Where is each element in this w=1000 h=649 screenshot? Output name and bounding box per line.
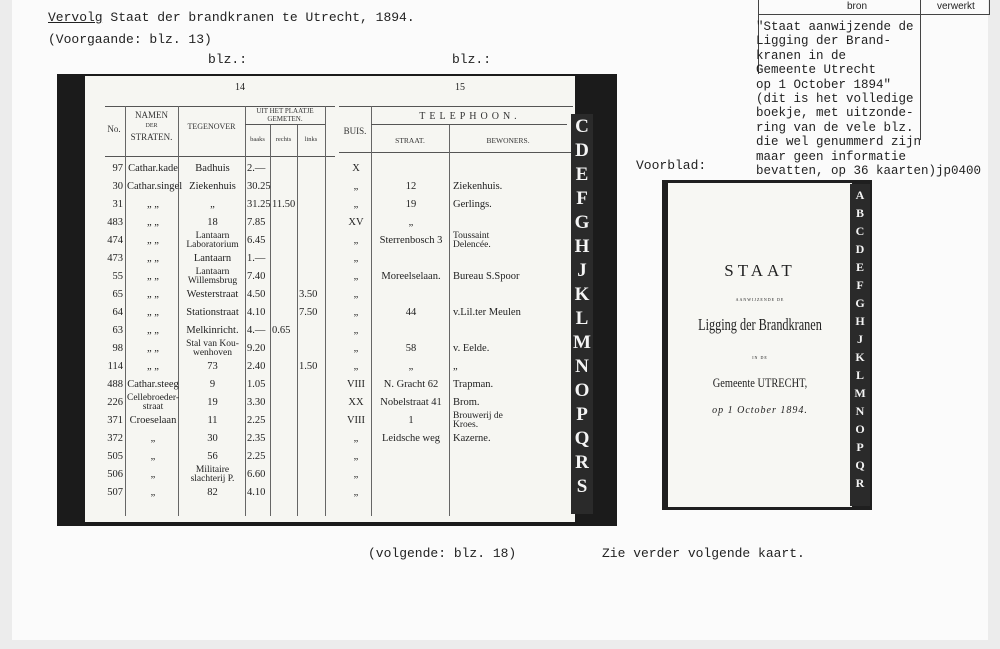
index-tab-o: O — [574, 380, 590, 401]
index-tab-j: J — [857, 332, 863, 346]
row-links: 1.50 — [299, 361, 318, 372]
row-tegenover: Lantaarn — [193, 253, 232, 264]
row-straat: „ „ — [147, 307, 159, 318]
row-buis: „ — [353, 343, 359, 354]
row-straat: „ „ — [147, 289, 159, 300]
row-straat: Croeselaan — [129, 415, 177, 426]
row-no: 226 — [107, 397, 123, 408]
row-baaks: 3.30 — [247, 397, 266, 408]
row-no: 372 — [107, 433, 123, 444]
row-baaks: 2.25 — [247, 415, 266, 426]
row-no: 371 — [107, 415, 123, 426]
row-no: 473 — [107, 253, 123, 264]
row-buis: „ — [353, 307, 359, 318]
index-tab-c: C — [855, 224, 865, 238]
row-straat: „ „ — [147, 343, 159, 354]
cover-in-de: IN DE — [752, 355, 768, 360]
row-no: 31 — [112, 199, 123, 210]
index-tab-s: S — [576, 476, 588, 497]
row-baaks: 4.50 — [247, 289, 266, 300]
row-buis: „ — [353, 451, 359, 462]
cover-date: op 1 October 1894. — [712, 405, 808, 416]
index-tab-l: L — [575, 308, 589, 329]
next-page-reference: (volgende: blz. 18) — [368, 546, 517, 561]
col-buis-header: BUIS. — [343, 126, 367, 136]
row-bewoners: Trapman. — [453, 379, 494, 390]
col-straten-header: STRATEN. — [130, 132, 173, 142]
index-tab-b: B — [855, 206, 864, 220]
index-tab-q: Q — [855, 458, 865, 472]
row-baaks: 2.— — [247, 163, 266, 174]
col-namen-header: NAMEN — [135, 110, 168, 120]
row-buis: „ — [353, 289, 359, 300]
index-tab-k: K — [855, 350, 865, 364]
index-tab-r: R — [575, 452, 589, 473]
index-tab-m: M — [854, 386, 866, 400]
index-tab-d: D — [575, 140, 589, 161]
row-baaks: 6.45 — [247, 235, 266, 246]
index-tab-q: Q — [574, 428, 590, 449]
index-tab-l: L — [855, 368, 864, 382]
row-tegenover: Stal van Kou- wenhoven — [186, 339, 239, 358]
row-no: 505 — [107, 451, 123, 462]
col-tegenover-header: TEGENOVER — [187, 122, 236, 131]
row-baaks: 6.60 — [247, 469, 266, 480]
row-bewoners: Brouwerij de Kroes. — [453, 411, 503, 430]
row-straat: Cathar.steeg — [127, 379, 179, 390]
row-tel-straat: Sterrenbosch 3 — [379, 235, 443, 246]
index-tab-h: H — [855, 314, 865, 328]
row-buis: VIII — [346, 415, 366, 426]
row-bewoners: Kazerne. — [453, 433, 491, 444]
row-tel-straat: 44 — [405, 307, 417, 318]
row-baaks: 31.25 — [247, 199, 271, 210]
row-tegenover: 9 — [209, 379, 216, 390]
row-straat: „ „ — [147, 361, 159, 372]
index-tab-p: P — [856, 440, 864, 454]
row-straat: „ „ — [147, 217, 159, 228]
row-tegenover: Lantaarn Laboratorium — [186, 231, 239, 250]
index-tab-n: N — [855, 404, 865, 418]
row-tel-straat: Nobelstraat 41 — [380, 397, 442, 408]
row-tegenover: „ — [210, 199, 215, 210]
row-links: 3.50 — [299, 289, 318, 300]
row-baaks: 4.10 — [247, 487, 266, 498]
row-baaks: 4.— — [247, 325, 266, 336]
row-baaks: 7.85 — [247, 217, 266, 228]
book-scan — [57, 74, 617, 526]
cover-aanwijzende: AANWIJZENDE DE — [735, 297, 785, 302]
cover-index-tabs — [850, 184, 870, 506]
row-tel-straat: 12 — [405, 181, 417, 192]
row-baaks: 1.— — [247, 253, 266, 264]
index-tab-r: R — [855, 476, 865, 490]
row-no: 63 — [112, 325, 123, 336]
row-baaks: 7.40 — [247, 271, 266, 282]
row-buis: „ — [353, 181, 359, 192]
row-bewoners: Brom. — [453, 397, 480, 408]
source-col-bron: bron — [847, 1, 868, 12]
row-straat: „ — [150, 451, 156, 462]
row-tel-straat: 58 — [405, 343, 417, 354]
row-tel-straat: Moreelselaan. — [381, 271, 441, 282]
row-no: 474 — [107, 235, 123, 246]
row-no: 506 — [107, 469, 123, 480]
row-baaks: 2.40 — [247, 361, 266, 372]
row-straat: Cathar.kade — [128, 163, 178, 174]
col-links-header: links — [304, 136, 318, 143]
row-bewoners: v.Lil.ter Meulen — [453, 307, 521, 318]
row-tegenover: Melkinricht. — [186, 325, 239, 336]
index-tab-m: M — [573, 332, 591, 353]
right-page — [335, 76, 575, 522]
row-straat: „ — [150, 487, 156, 498]
row-no: 98 — [112, 343, 123, 354]
row-baaks: 2.35 — [247, 433, 266, 444]
row-no: 488 — [107, 379, 123, 390]
row-tegenover: 56 — [207, 451, 218, 462]
voorblad-label: Voorblad: — [636, 158, 707, 173]
right-page-number: 15 — [455, 82, 465, 93]
card-title: Vervolg Staat der brandkranen te Utrecht, 1894. — [48, 10, 415, 25]
row-bewoners: v. Eelde. — [453, 343, 490, 354]
row-tegenover: Ziekenhuis — [189, 181, 236, 192]
index-tab-f: F — [576, 188, 588, 209]
blz-right-label: blz.: — [452, 52, 492, 67]
row-rechts: 0.65 — [272, 325, 291, 336]
row-tegenover: 18 — [207, 217, 218, 228]
row-tegenover: Badhuis — [195, 163, 230, 174]
col-namen-der: DER — [145, 123, 158, 129]
row-straat: Cathar.singel — [127, 181, 183, 192]
col-telephoon-header: TELEPHOON. — [419, 111, 521, 122]
index-tab-g: G — [855, 296, 865, 310]
col-uit-header: UIT HET PLAATJE — [256, 107, 314, 115]
row-buis: X — [352, 163, 360, 174]
index-tab-f: F — [856, 278, 864, 292]
cover-scan — [662, 180, 872, 510]
source-col-verwerkt: verwerkt — [937, 1, 975, 12]
index-tab-e: E — [575, 164, 589, 185]
row-no: 507 — [107, 487, 123, 498]
row-baaks: 30.25 — [247, 181, 271, 192]
row-tegenover: Stationstraat — [186, 307, 239, 318]
row-no: 97 — [112, 163, 123, 174]
row-buis: XV — [348, 217, 364, 228]
row-bewoners: Ziekenhuis. — [453, 181, 503, 192]
cover-ligging: Ligging der Brandkranen — [698, 315, 822, 334]
row-tegenover: 73 — [207, 361, 218, 372]
row-no: 65 — [112, 289, 123, 300]
row-buis: VIII — [346, 379, 366, 390]
row-straat: „ „ — [147, 271, 159, 282]
source-header — [758, 0, 990, 15]
row-no: 64 — [112, 307, 123, 318]
cover-gemeente: Gemeente UTRECHT, — [712, 375, 808, 390]
row-links: 7.50 — [299, 307, 318, 318]
row-bewoners: Bureau S.Spoor — [453, 271, 520, 282]
row-tel-straat: N. Gracht 62 — [383, 379, 439, 390]
index-tab-h: H — [574, 236, 590, 257]
left-page — [85, 76, 355, 522]
index-tab-n: N — [575, 356, 589, 377]
index-tab-g: G — [574, 212, 590, 233]
cover-page — [668, 183, 852, 507]
col-baaks-header: baaks — [250, 136, 265, 143]
row-baaks: 1.05 — [247, 379, 266, 390]
row-bewoners: Gerlings. — [453, 199, 492, 210]
row-rechts: 11.50 — [272, 199, 296, 210]
row-tegenover: 11 — [207, 415, 218, 426]
row-buis: „ — [353, 487, 359, 498]
row-straat: „ „ — [147, 253, 159, 264]
row-no: 30 — [112, 181, 123, 192]
index-tab-a: A — [855, 188, 865, 202]
row-tegenover: 30 — [207, 433, 218, 444]
row-tel-straat: 1 — [408, 415, 414, 426]
row-tel-straat: 19 — [405, 199, 417, 210]
row-buis: „ — [353, 199, 359, 210]
row-buis: „ — [353, 433, 359, 444]
row-buis: XX — [348, 397, 364, 408]
row-no: 483 — [107, 217, 123, 228]
index-tab-e: E — [855, 260, 864, 274]
row-tegenover: 82 — [207, 487, 218, 498]
row-tel-straat: „ — [408, 361, 414, 372]
row-tel-straat: Leidsche weg — [381, 433, 441, 444]
row-bewoners: Toussaint Delencée. — [453, 231, 491, 250]
row-straat: „ „ — [147, 235, 159, 246]
row-straat: „ — [150, 433, 156, 444]
col-gemeten-header: GEMETEN. — [267, 115, 303, 123]
row-buis: „ — [353, 235, 359, 246]
row-tegenover: Lantaarn Willemsbrug — [187, 267, 238, 286]
previous-page-reference: (Voorgaande: blz. 13) — [48, 32, 212, 47]
see-next-card-note: Zie verder volgende kaart. — [602, 546, 805, 561]
col-straat-header: STRAAT. — [395, 136, 425, 145]
row-bewoners: „ — [453, 361, 458, 372]
cover-staat: STAAT — [724, 261, 796, 280]
row-straat: Cellebroeder- straat — [127, 393, 180, 412]
col-bewoners-header: BEWONERS. — [486, 136, 530, 145]
row-buis: „ — [353, 325, 359, 336]
row-baaks: 2.25 — [247, 451, 266, 462]
row-straat: „ „ — [147, 325, 159, 336]
blz-left-label: blz.: — [208, 52, 248, 67]
row-tegenover: Westerstraat — [186, 289, 239, 300]
row-buis: „ — [353, 253, 359, 264]
row-no: 55 — [112, 271, 123, 282]
index-tab-p: P — [576, 404, 588, 425]
row-tel-straat: „ — [408, 217, 414, 228]
source-description: "Staat aanwijzende de Ligging der Brand- kranen in de Gemeente Utrecht op 1 October 1894" (dit is het volledige boekje, met uitzonde- ring van de vele blz. die wel genummerd zijn maar geen informatie bevatten, op 36 kaarten)jp0400 — [756, 20, 982, 179]
row-straat: „ „ — [147, 199, 159, 210]
row-straat: „ — [150, 469, 156, 480]
row-buis: „ — [353, 469, 359, 480]
book-index-tabs — [571, 114, 593, 514]
index-tab-d: D — [855, 242, 865, 256]
index-tab-o: O — [855, 422, 865, 436]
row-baaks: 4.10 — [247, 307, 266, 318]
row-buis: „ — [353, 361, 359, 372]
row-tegenover: 19 — [207, 397, 218, 408]
col-rechts-header: rechts — [275, 136, 292, 143]
index-tab-c: C — [575, 116, 589, 137]
index-tab-j: J — [577, 260, 587, 281]
row-tegenover: Militaire slachterij P. — [190, 465, 235, 484]
col-no-header: No. — [107, 124, 121, 134]
index-tab-k: K — [574, 284, 590, 305]
row-baaks: 9.20 — [247, 343, 266, 354]
left-page-number: 14 — [235, 82, 245, 93]
row-buis: „ — [353, 271, 359, 282]
row-no: 114 — [107, 361, 123, 372]
